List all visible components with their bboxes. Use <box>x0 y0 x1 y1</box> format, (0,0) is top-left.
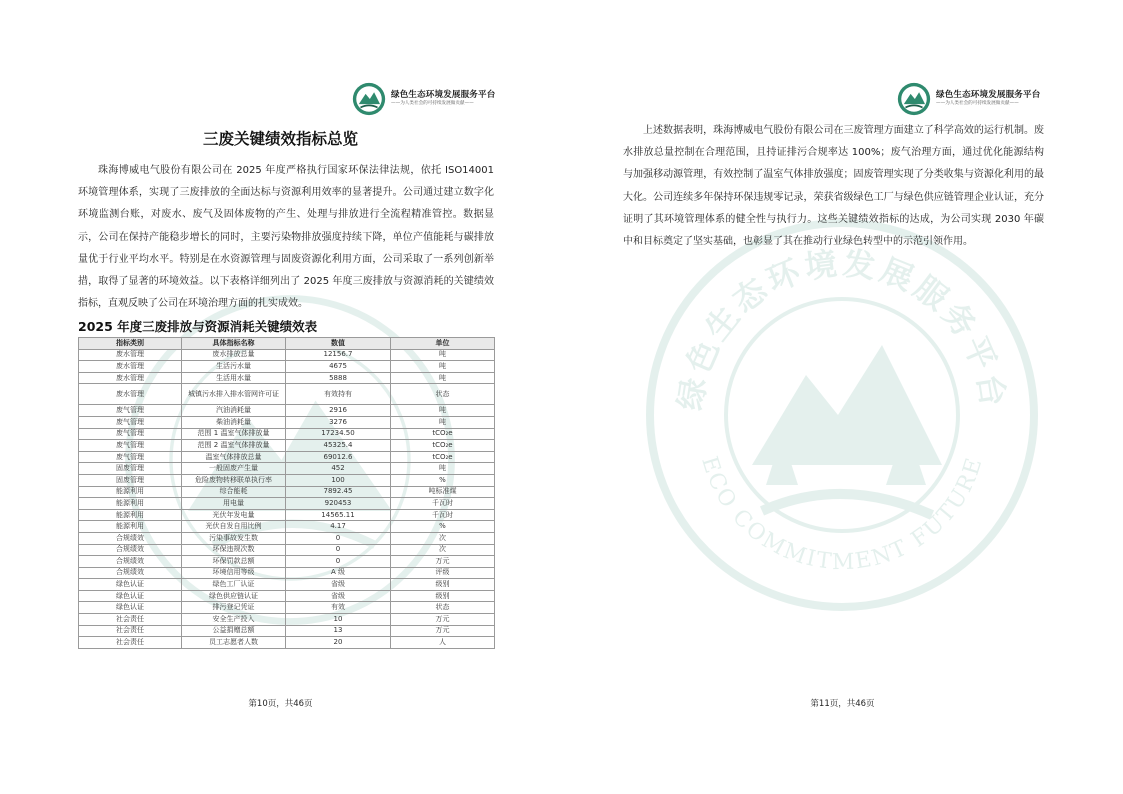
cell-indicator: 温室气体排放总量 <box>182 451 286 463</box>
table-row <box>79 451 495 463</box>
cell-indicator: 排污登记凭证 <box>182 602 286 614</box>
cell-value: 4.17 <box>286 521 391 533</box>
cell-unit: 吨 <box>391 405 495 417</box>
header-unit: 单位 <box>391 338 495 350</box>
table-row <box>79 474 495 486</box>
logo-subtitle: ——为人类社会的可持续发展做贡献—— <box>936 101 1019 107</box>
cell-value: 2916 <box>286 405 391 417</box>
header-value: 数值 <box>286 338 391 350</box>
cell-category: 废水管理 <box>79 372 182 384</box>
cell-indicator: 废水排放总量 <box>182 349 286 361</box>
cell-category: 废气管理 <box>79 428 182 440</box>
page-left <box>0 0 561 794</box>
cell-category: 合规绩效 <box>79 544 182 556</box>
cell-category: 能源利用 <box>79 509 182 521</box>
cell-unit: % <box>391 521 495 533</box>
cell-unit: 人 <box>391 637 495 649</box>
cell-unit: 万元 <box>391 625 495 637</box>
table-row <box>79 349 495 361</box>
cell-category: 能源利用 <box>79 521 182 533</box>
logo-subtitle: ——为人类社会的可持续发展做贡献—— <box>391 101 474 107</box>
logo-title: 绿色生态环境发展服务平台 <box>391 89 496 100</box>
cell-category: 废气管理 <box>79 416 182 428</box>
page-number-footer: 第11页，共46页 <box>810 699 875 709</box>
page-title: 三废关键绩效指标总览 <box>202 130 358 148</box>
cell-category: 能源利用 <box>79 498 182 510</box>
logo-title: 绿色生态环境发展服务平台 <box>936 89 1041 100</box>
header-indicator: 具体指标名称 <box>182 338 286 350</box>
table-row <box>79 498 495 510</box>
cell-indicator: 范围 1 温室气体排放量 <box>182 428 286 440</box>
cell-indicator: 公益捐赠总额 <box>182 625 286 637</box>
cell-indicator: 汽油消耗量 <box>182 405 286 417</box>
cell-category: 废水管理 <box>79 349 182 361</box>
eco-logo-icon <box>352 82 386 116</box>
cell-value: 5888 <box>286 372 391 384</box>
table-row <box>79 579 495 591</box>
cell-value: 10 <box>286 614 391 626</box>
table-row <box>79 428 495 440</box>
table-row <box>79 625 495 637</box>
table-row <box>79 521 495 533</box>
table-body <box>79 349 495 648</box>
cell-indicator: 光伏年发电量 <box>182 509 286 521</box>
cell-category: 废水管理 <box>79 361 182 373</box>
cell-category: 合规绩效 <box>79 567 182 579</box>
cell-category: 社会责任 <box>79 637 182 649</box>
summary-paragraph: 上述数据表明，珠海博威电气股份有限公司在三废管理方面建立了科学高效的运行机制。废水排放总量控制在合理范围，且持证排污合规率达 100%；废气治理方面，通过优化能源结构与加强移动源管理，有效控制了温室气体排放强度；固废管理实现了分类收集与资源化利用的最大化。公司连续多年保持环保违规零记录，荣获省级绿色工厂与绿色供应链管理企业认证，充分证明了其环境管理体系的健全性与执行力。这些关键绩效指标的达成，为公司实现 2030 年碳中和目标奠定了坚实基础，也彰显了其在推动行业绿色转型中的示范引领作用。 <box>623 125 1044 248</box>
cell-value: 0 <box>286 556 391 568</box>
table-row <box>79 405 495 417</box>
cell-category: 废气管理 <box>79 440 182 452</box>
cell-indicator: 环保违规次数 <box>182 544 286 556</box>
cell-value: 920453 <box>286 498 391 510</box>
cell-value: 20 <box>286 637 391 649</box>
cell-unit: 吨标准煤 <box>391 486 495 498</box>
cell-unit: 状态 <box>391 602 495 614</box>
cell-value: 省级 <box>286 579 391 591</box>
cell-indicator: 柴油消耗量 <box>182 416 286 428</box>
table-row <box>79 384 495 405</box>
cell-category: 废气管理 <box>79 451 182 463</box>
cell-indicator: 员工志愿者人数 <box>182 637 286 649</box>
cell-category: 能源利用 <box>79 486 182 498</box>
table-row <box>79 463 495 475</box>
cell-value: 45325.4 <box>286 440 391 452</box>
cell-unit: 级别 <box>391 590 495 602</box>
cell-category: 合规绩效 <box>79 532 182 544</box>
cell-value: 7892.45 <box>286 486 391 498</box>
cell-indicator: 环保罚款总额 <box>182 556 286 568</box>
watermark-top-text: 绿色生态环境发展服务平台 <box>671 244 1013 413</box>
brand-logo <box>352 82 495 116</box>
table-row <box>79 361 495 373</box>
cell-category: 绿色认证 <box>79 579 182 591</box>
cell-value: 3276 <box>286 416 391 428</box>
cell-value: 13 <box>286 625 391 637</box>
cell-unit: 评级 <box>391 567 495 579</box>
kpi-table <box>78 337 495 649</box>
cell-unit: 状态 <box>391 384 495 405</box>
cell-indicator: 用电量 <box>182 498 286 510</box>
cell-value: 省级 <box>286 590 391 602</box>
cell-value: 17234.50 <box>286 428 391 440</box>
table-row <box>79 590 495 602</box>
cell-indicator: 生活污水量 <box>182 361 286 373</box>
table-row <box>79 544 495 556</box>
cell-indicator: 光伏自发自用比例 <box>182 521 286 533</box>
page-right <box>562 0 1123 794</box>
cell-indicator: 生活用水量 <box>182 372 286 384</box>
cell-indicator: 范围 2 温室气体排放量 <box>182 440 286 452</box>
cell-category: 绿色认证 <box>79 590 182 602</box>
watermark-seal-right <box>642 215 1042 615</box>
table-row <box>79 556 495 568</box>
cell-value: 69012.6 <box>286 451 391 463</box>
cell-value: 12156.7 <box>286 349 391 361</box>
table-row <box>79 372 495 384</box>
cell-value: 有效 <box>286 602 391 614</box>
brand-logo <box>897 82 1040 116</box>
table-row <box>79 614 495 626</box>
cell-unit: tCO₂e <box>391 428 495 440</box>
intro-paragraph: 珠海博威电气股份有限公司在 2025 年度严格执行国家环保法律法规，依托 ISO14001 环境管理体系，实现了三废排放的全面达标与资源利用效率的显著提升。公司通过建立数字化环境监测台账，对废水、废气及固体废物的产生、处理与排放进行全流程精准管控。数据显示，公司在保持产能稳步增长的同时，主要污染物排放强度持续下降，单位产值能耗与碳排放量优于行业平均水平。特别是在水资源管理与固废资源化利用方面，公司采取了一系列创新举措，取得了显著的环境效益。以下表格详细列出了 2025 年度三废排放与资源消耗的关键绩效指标，直观反映了公司在环境治理方面的扎实成效。 <box>78 165 494 310</box>
cell-unit: 吨 <box>391 372 495 384</box>
cell-indicator: 综合能耗 <box>182 486 286 498</box>
table-row <box>79 602 495 614</box>
table-row <box>79 440 495 452</box>
header-category: 指标类别 <box>79 338 182 350</box>
cell-category: 废气管理 <box>79 405 182 417</box>
cell-unit: 级别 <box>391 579 495 591</box>
cell-unit: tCO₂e <box>391 440 495 452</box>
cell-unit: 千瓦时 <box>391 509 495 521</box>
cell-unit: 吨 <box>391 463 495 475</box>
cell-unit: 万元 <box>391 614 495 626</box>
cell-value: 4675 <box>286 361 391 373</box>
table-row <box>79 637 495 649</box>
cell-unit: 万元 <box>391 556 495 568</box>
cell-category: 合规绩效 <box>79 556 182 568</box>
cell-category: 废水管理 <box>79 384 182 405</box>
cell-unit: tCO₂e <box>391 451 495 463</box>
cell-indicator: 环境信用等级 <box>182 567 286 579</box>
cell-unit: 次 <box>391 544 495 556</box>
cell-category: 固废管理 <box>79 463 182 475</box>
cell-indicator: 城镇污水排入排水管网许可证 <box>182 384 286 405</box>
table-row <box>79 486 495 498</box>
table-row <box>79 509 495 521</box>
cell-unit: 吨 <box>391 361 495 373</box>
cell-category: 固废管理 <box>79 474 182 486</box>
cell-value: 0 <box>286 544 391 556</box>
cell-unit: % <box>391 474 495 486</box>
cell-indicator: 安全生产投入 <box>182 614 286 626</box>
cell-value: 100 <box>286 474 391 486</box>
cell-unit: 次 <box>391 532 495 544</box>
cell-value: 0 <box>286 532 391 544</box>
cell-category: 绿色认证 <box>79 602 182 614</box>
table-row <box>79 416 495 428</box>
cell-value: 452 <box>286 463 391 475</box>
cell-indicator: 污染事故发生数 <box>182 532 286 544</box>
cell-unit: 吨 <box>391 416 495 428</box>
eco-logo-icon <box>897 82 931 116</box>
table-row <box>79 532 495 544</box>
cell-value: 有效持有 <box>286 384 391 405</box>
cell-indicator: 绿色供应链认证 <box>182 590 286 602</box>
cell-category: 社会责任 <box>79 614 182 626</box>
cell-indicator: 危险废物转移联单执行率 <box>182 474 286 486</box>
page-number-footer: 第10页，共46页 <box>248 699 313 709</box>
table-title: 2025 年度三废排放与资源消耗关键绩效表 <box>78 319 318 334</box>
cell-value: A 级 <box>286 567 391 579</box>
table-row <box>79 567 495 579</box>
cell-unit: 吨 <box>391 349 495 361</box>
watermark-bottom-text: ECO COMMITMENT FUTURE <box>696 453 988 576</box>
cell-category: 社会责任 <box>79 625 182 637</box>
table-header-row <box>79 338 495 350</box>
cell-value: 14565.11 <box>286 509 391 521</box>
cell-unit: 千瓦时 <box>391 498 495 510</box>
cell-indicator: 一般固废产生量 <box>182 463 286 475</box>
cell-indicator: 绿色工厂认证 <box>182 579 286 591</box>
